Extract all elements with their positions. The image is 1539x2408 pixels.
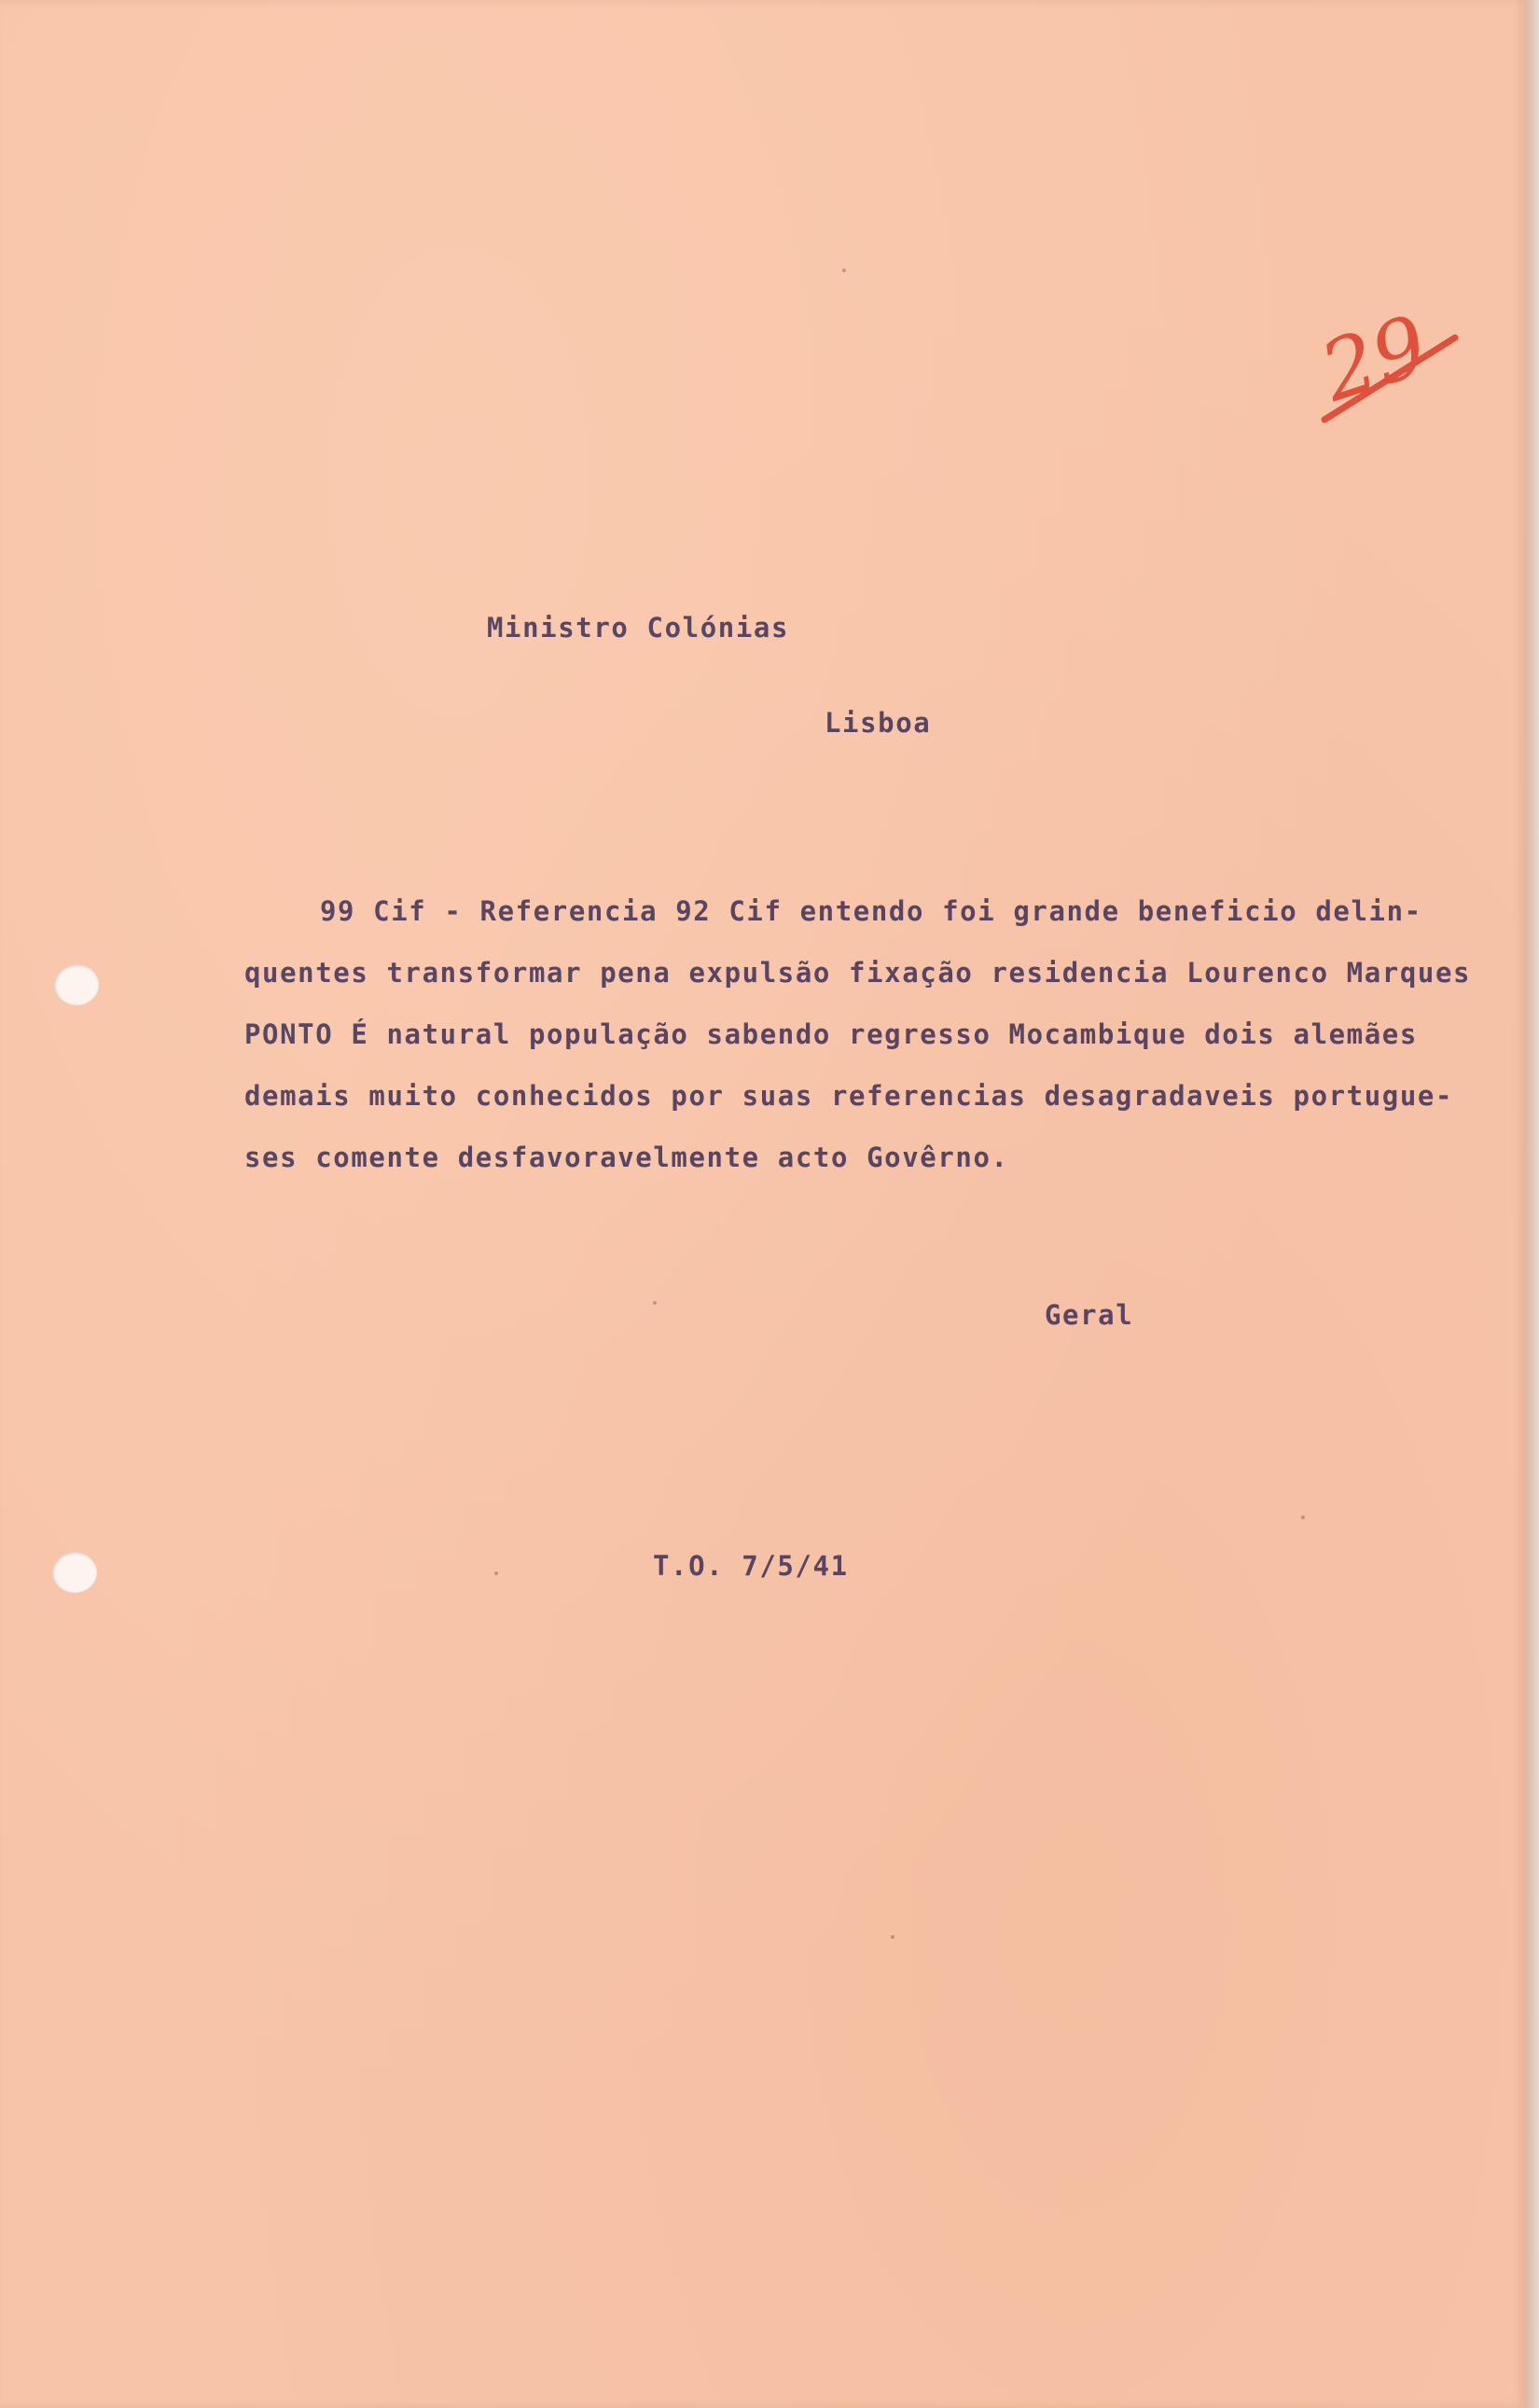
dateline: T.O. 7/5/41	[653, 1550, 849, 1582]
paper-speck	[653, 1301, 657, 1305]
body-line-5: ses comente desfavoravelmente acto Govêrno.	[244, 1142, 1009, 1173]
body-line-1: 99 Cif - Referencia 92 Cif entendo foi grande beneficio delin-	[320, 895, 1422, 927]
paper-speck	[494, 1571, 498, 1575]
body-line-2: quentes transformar pena expulsão fixação residencia Lourenco Marques	[244, 957, 1472, 989]
folio-number: 29	[1310, 297, 1439, 421]
paper-speck	[842, 269, 846, 272]
page-edge	[1526, 0, 1539, 2408]
paper-speck	[891, 1935, 894, 1939]
punch-hole	[52, 1552, 97, 1593]
body-line-3: PONTO É natural população sabendo regresso Mocambique dois alemães	[244, 1018, 1418, 1050]
body-line-4: demais muito conhecidos por suas referencias desagradaveis portugue-	[244, 1080, 1454, 1112]
punch-hole	[54, 964, 99, 1005]
destination-city: Lisboa	[825, 707, 932, 739]
addressee: Ministro Colónias	[487, 612, 790, 644]
signature: Geral	[1045, 1299, 1134, 1331]
folio-number-mark	[1306, 280, 1474, 448]
paper-speck	[1301, 1515, 1305, 1519]
